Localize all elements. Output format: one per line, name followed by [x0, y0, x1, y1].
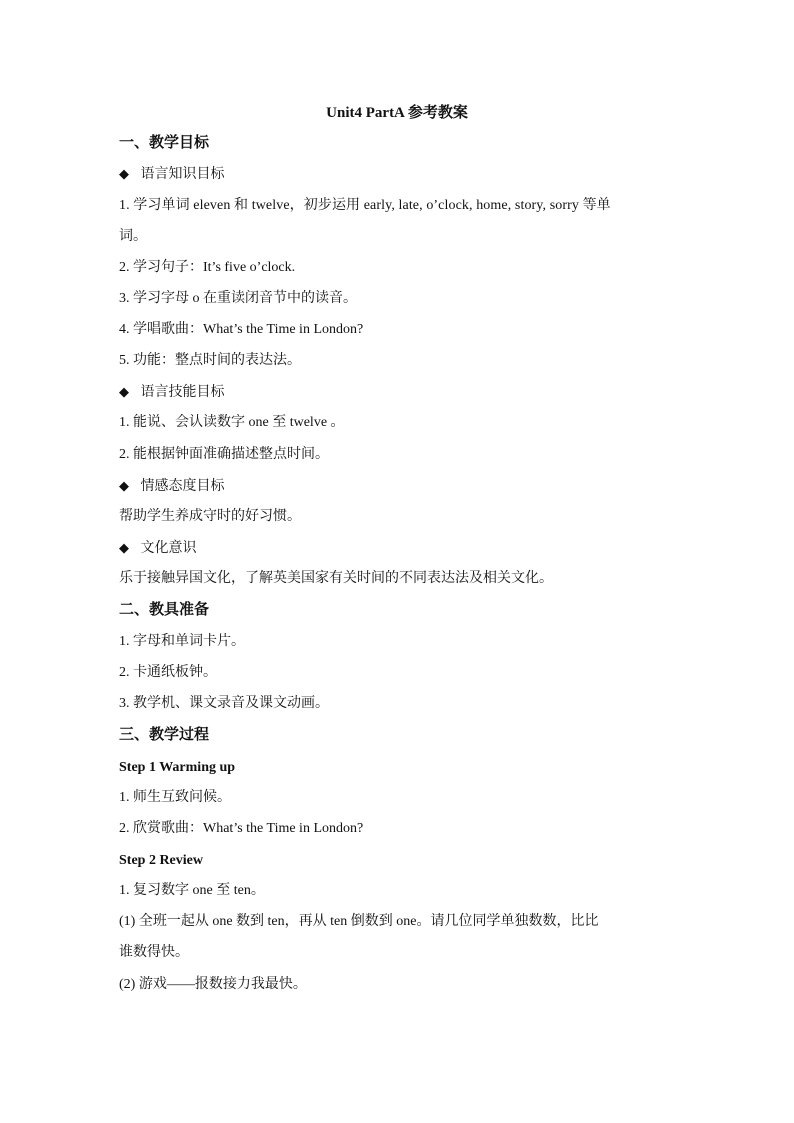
bullet-culture	[119, 538, 197, 559]
step-2-heading: Step 2 Review	[119, 853, 203, 868]
step-2-sub-1-cont: 谁数得快。	[119, 945, 189, 960]
document-title: Unit4 PartA 参考教案	[326, 105, 468, 121]
objective-item-1-cont: 词。	[119, 229, 147, 244]
bullet-language-skills	[119, 382, 225, 403]
objective-item-1: 1. 学习单词 eleven 和 twelve，初步运用 early, late, o’clock, home, story, sorry 等单	[119, 198, 611, 213]
material-item-3: 3. 教学机、课文录音及课文动画。	[119, 696, 329, 711]
bullet-language-knowledge	[119, 164, 225, 185]
step-2-sub-2: (2) 游戏——报数接力我最快。	[119, 977, 307, 992]
diamond-bullet-icon: ◆	[119, 540, 129, 555]
step-1-item-2: 2. 欣赏歌曲：What’s the Time in London?	[119, 821, 364, 836]
attitude-text: 帮助学生养成守时的好习惯。	[119, 509, 301, 524]
step-1-heading: Step 1 Warming up	[119, 760, 236, 775]
skill-item-2: 2. 能根据钟面准确描述整点时间。	[119, 447, 329, 462]
step-2-item-1: 1. 复习数字 one 至 ten。	[119, 883, 265, 898]
bullet-label: 语言技能目标	[140, 385, 225, 400]
skill-item-1: 1. 能说、会认读数字 one 至 twelve 。	[119, 415, 345, 430]
material-item-2: 2. 卡通纸板钟。	[119, 665, 217, 680]
bullet-label: 情感态度目标	[140, 479, 225, 494]
diamond-bullet-icon: ◆	[119, 478, 129, 493]
culture-text: 乐于接触异国文化，了解英美国家有关时间的不同表达法及相关文化。	[119, 571, 553, 586]
objective-item-5: 5. 功能：整点时间的表达法。	[119, 353, 301, 368]
diamond-bullet-icon: ◆	[119, 166, 129, 181]
step-1-item-1: 1. 师生互致问候。	[119, 790, 231, 805]
section-heading-process: 三、教学过程	[119, 727, 210, 743]
section-heading-objectives: 一、教学目标	[119, 135, 210, 151]
diamond-bullet-icon: ◆	[119, 384, 129, 399]
bullet-label: 文化意识	[140, 541, 197, 556]
section-heading-materials: 二、教具准备	[119, 602, 210, 618]
material-item-1: 1. 字母和单词卡片。	[119, 634, 245, 649]
step-2-sub-1: (1) 全班一起从 one 数到 ten，再从 ten 倒数到 one。请几位同学单独数数，比比	[119, 914, 599, 929]
objective-item-3: 3. 学习字母 o 在重读闭音节中的读音。	[119, 291, 357, 306]
objective-item-2: 2. 学习句子：It’s five o’clock.	[119, 260, 296, 275]
objective-item-4: 4. 学唱歌曲：What’s the Time in London?	[119, 322, 364, 337]
bullet-attitude	[119, 476, 225, 497]
bullet-label: 语言知识目标	[140, 167, 225, 182]
